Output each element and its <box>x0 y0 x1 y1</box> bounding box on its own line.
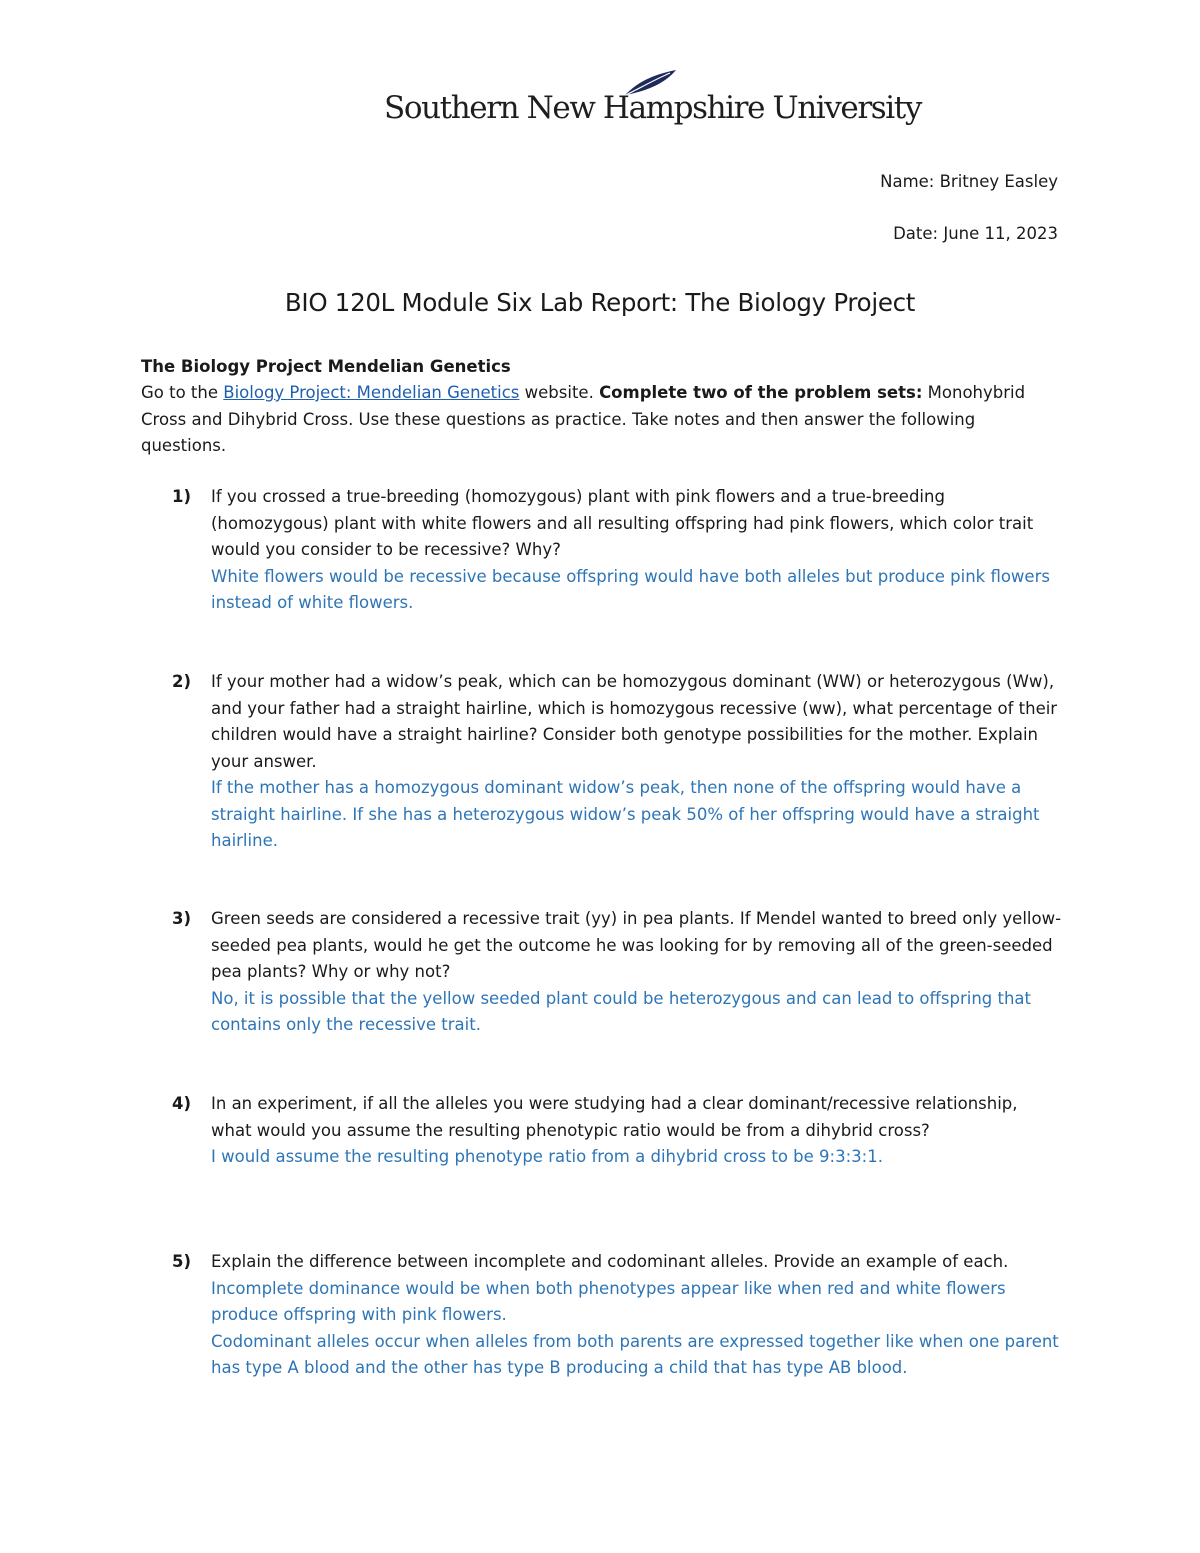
biology-project-link[interactable]: Biology Project: Mendelian Genetics <box>223 383 520 402</box>
question-number: 2) <box>172 672 192 691</box>
question-item <box>172 1249 1062 1382</box>
report-date: Date: June 11, 2023 <box>893 224 1058 243</box>
question-text: If your mother had a widow’s peak, which can be homozygous dominant (WW) or heterozygous (Ww), and your father had a straight hairline, which is homozygous recessive (ww), what percentage of their children would have a straight hairline? Consider both genotype possibilities for the mother. Explain your answer. <box>211 672 1058 771</box>
question-text: If you crossed a true-breeding (homozygous) plant with pink flowers and a true-breeding (homozygous) plant with white flowers and all resulting offspring had pink flowers, which color trait would you consider to be recessive? Why? <box>211 487 1034 559</box>
question-number: 4) <box>172 1094 192 1113</box>
answer-text: Incomplete dominance would be when both phenotypes appear like when red and white flowers produce offspring with pink flowers. <box>211 1278 1006 1324</box>
section-heading: The Biology Project Mendelian Genetics <box>141 357 511 376</box>
question-item <box>172 484 1062 617</box>
question-number: 1) <box>172 487 192 506</box>
question-item <box>172 906 1062 1039</box>
question-number: 3) <box>172 909 192 928</box>
university-logo <box>384 68 921 138</box>
page-title: BIO 120L Module Six Lab Report: The Biology Project <box>284 288 916 317</box>
answer-text: I would assume the resulting phenotype ratio from a dihybrid cross to be 9:3:3:1. <box>211 1147 883 1166</box>
answer-text: Codominant alleles occur when alleles from both parents are expressed together like when one parent has type A blood and the other has type B producing a child that has type AB blood. <box>211 1331 1059 1377</box>
intro-pre-link: Go to the <box>141 383 224 402</box>
instructions-paragraph <box>141 380 1061 460</box>
student-name: Name: Britney Easley <box>880 172 1058 191</box>
answer-text: No, it is possible that the yellow seeded plant could be heterozygous and can lead to offspring that contains only the recessive trait. <box>211 988 1031 1034</box>
answer-text: White flowers would be recessive because offspring would have both alleles but produce pink flowers instead of white flowers. <box>211 566 1050 612</box>
intro-bold: Complete two of the problem sets: <box>599 383 923 402</box>
question-text: Explain the difference between incomplete and codominant alleles. Provide an example of each. <box>211 1252 1009 1271</box>
answer-text: If the mother has a homozygous dominant widow’s peak, then none of the offspring would have a straight hairline. If she has a heterozygous widow’s peak 50% of her offspring would have a straight hairline. <box>211 778 1040 850</box>
question-text: Green seeds are considered a recessive trait (yy) in pea plants. If Mendel wanted to breed only yellow-seeded pea plants, would he get the outcome he was looking for by removing all of the green-seeded pea plants? Why or why not? <box>211 909 1062 981</box>
university-name: Southern New Hampshire University <box>384 90 921 126</box>
question-number: 5) <box>172 1252 192 1271</box>
question-item <box>172 669 1062 855</box>
intro-post-link: website. <box>519 383 600 402</box>
question-text: In an experiment, if all the alleles you were studying had a clear dominant/recessive relationship, what would you assume the resulting phenotypic ratio would be from a dihybrid cross? <box>211 1094 1018 1140</box>
question-item <box>172 1091 1062 1171</box>
intro-rest: Monohybrid Cross and Dihybrid Cross. Use these questions as practice. Take notes and then answer the following questions. <box>141 383 1026 455</box>
